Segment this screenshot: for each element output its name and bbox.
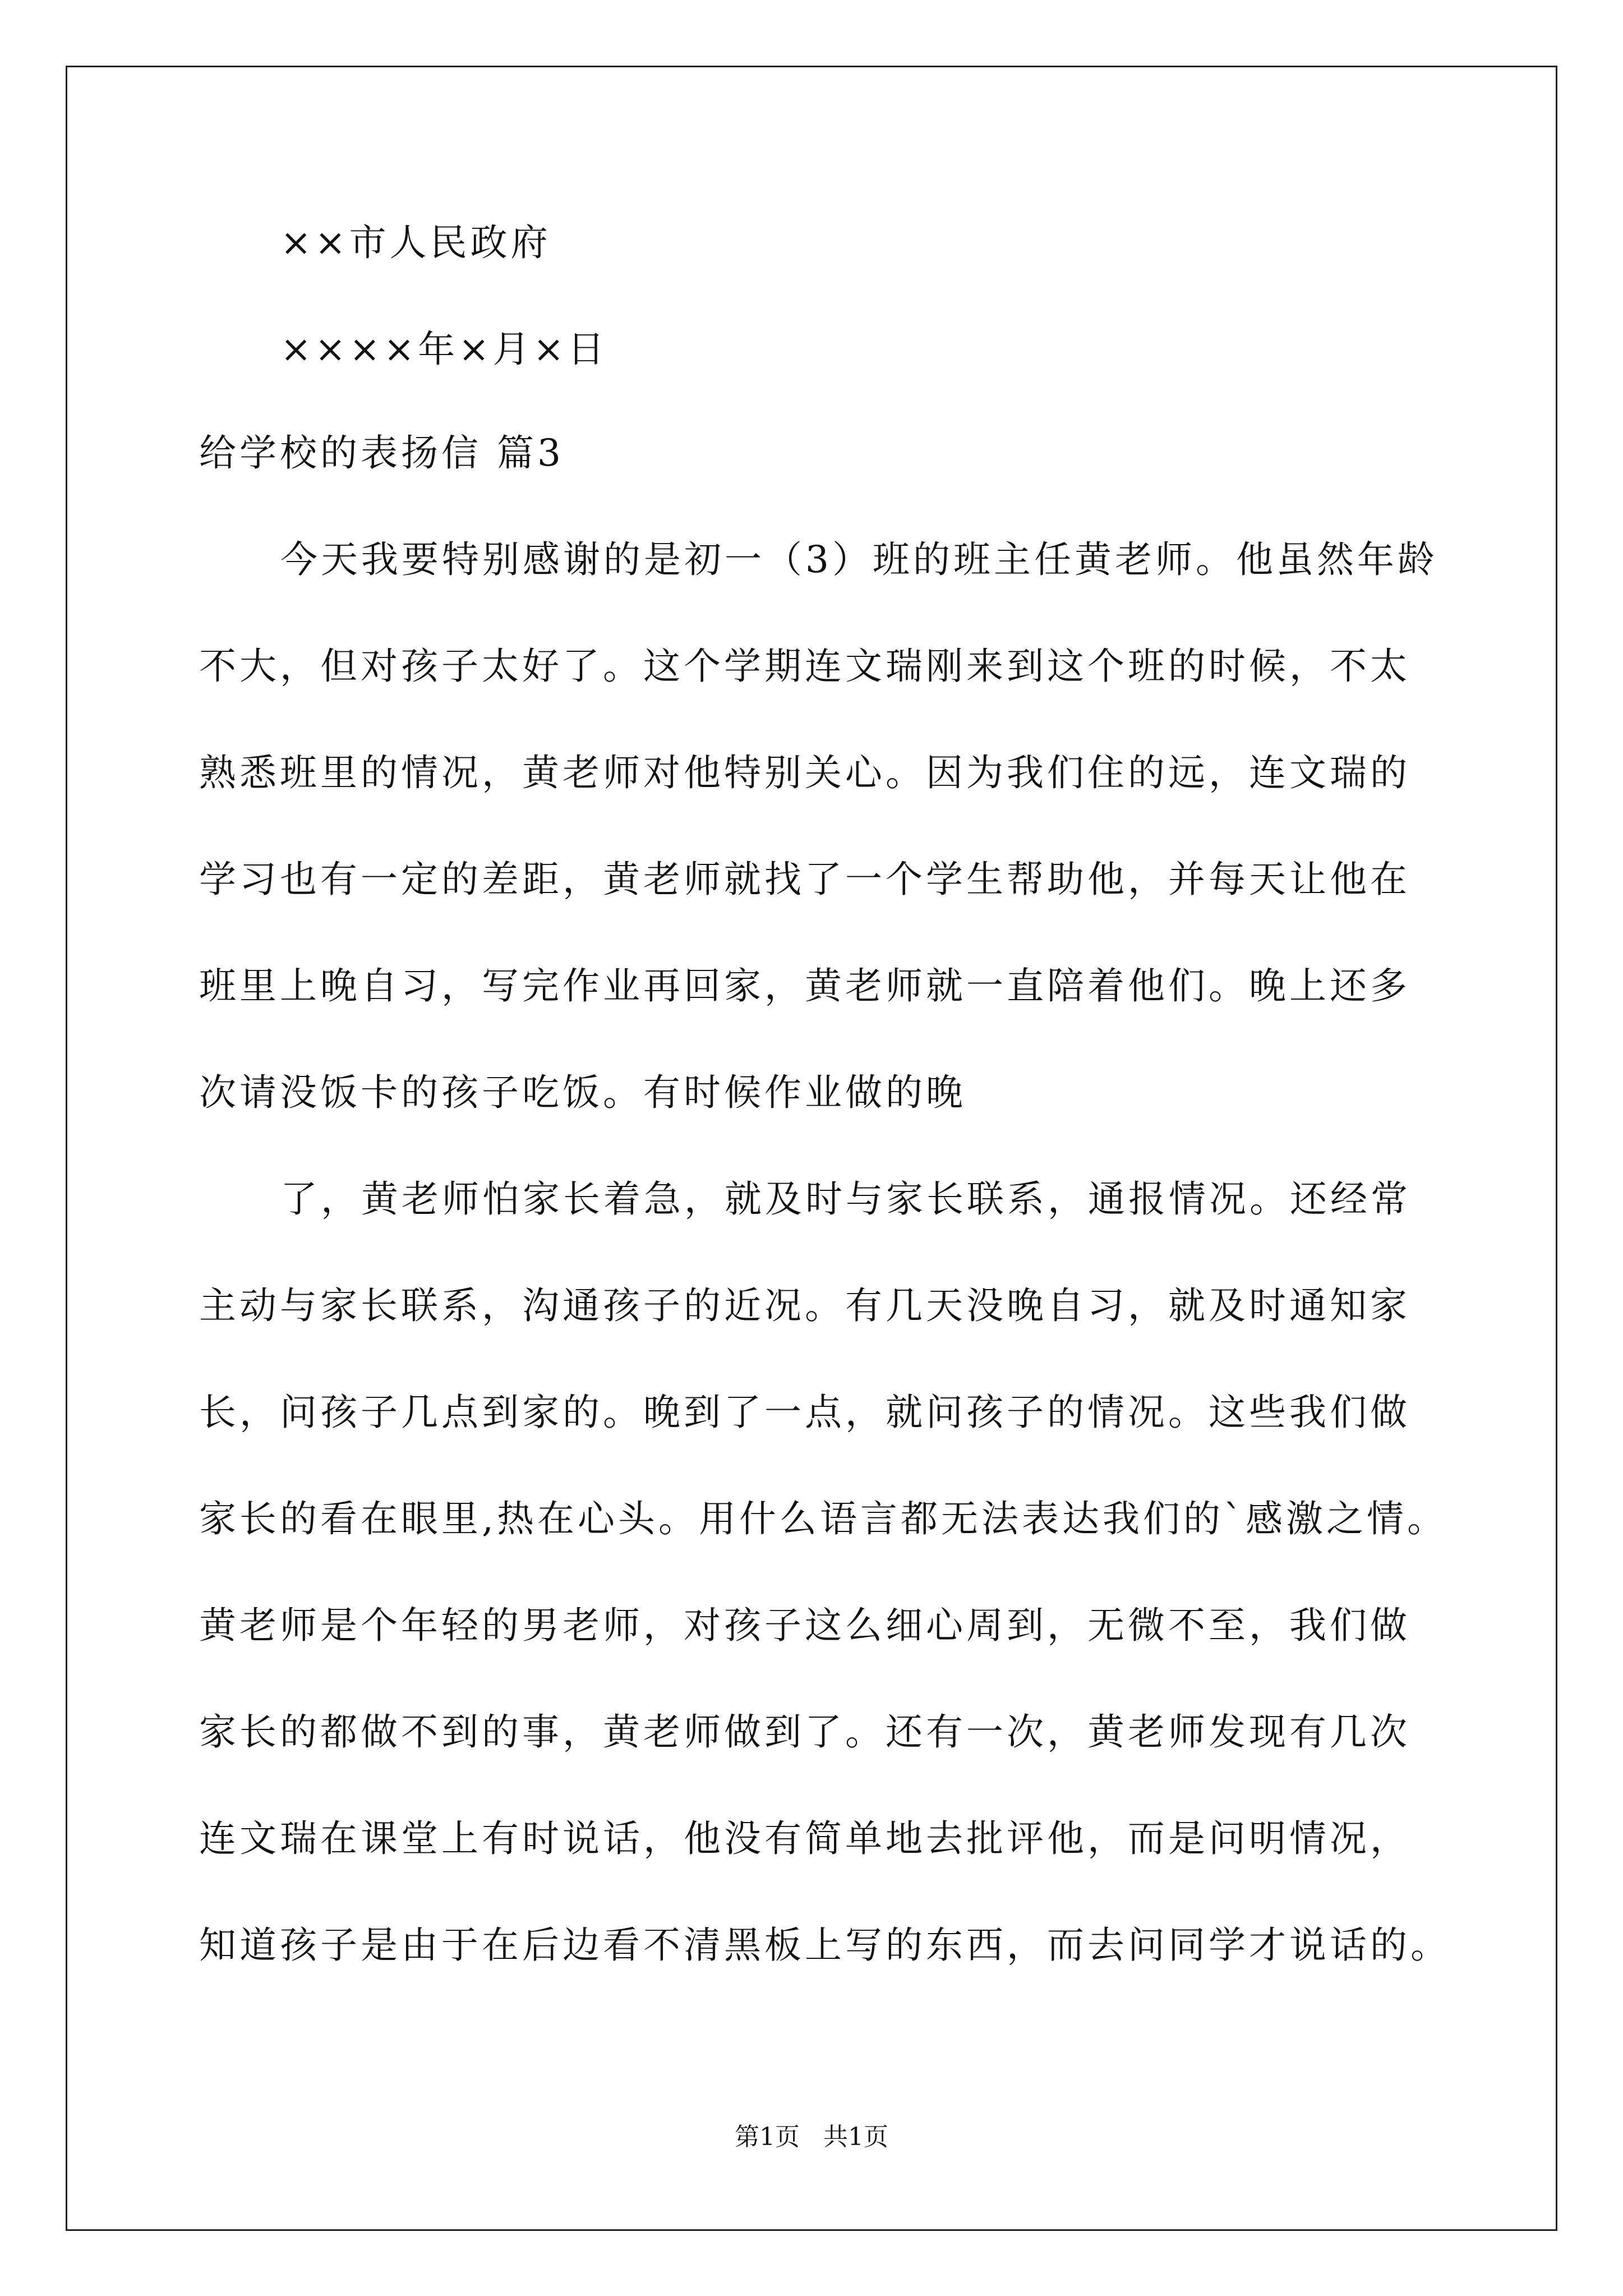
section-title: 给学校的表扬信 篇3 <box>199 431 564 475</box>
paragraph-line: 班里上晚自习，写完作业再回家，黄老师就一直陪着他们。晚上还多 <box>199 964 1410 1007</box>
paragraph-line: 今天我要特别感谢的是初一（3）班的班主任黄老师。他虽然年龄 <box>280 538 1438 581</box>
paragraph-line: 家长的看在眼里,热在心头。用什么语言都无法表达我们的`感激之情。 <box>199 1497 1447 1540</box>
paragraph-line: 家长的都做不到的事，黄老师做到了。还有一次，黄老师发现有几次 <box>199 1710 1410 1754</box>
paragraph-line: 连文瑞在课堂上有时说话，他没有简单地去批评他，而是问明情况， <box>199 1817 1410 1860</box>
signature-date: ××××年×月×日 <box>280 328 608 371</box>
paragraph-line: 黄老师是个年轻的男老师，对孩子这么细心周到，无微不至，我们做 <box>199 1604 1410 1647</box>
paragraph-line: 了，黄老师怕家长着急，就及时与家长联系，通报情况。还经常 <box>280 1177 1411 1221</box>
paragraph-line: 学习也有一定的差距，黄老师就找了一个学生帮助他，并每天让他在 <box>199 858 1410 901</box>
signature-organization: ××市人民政府 <box>280 221 551 264</box>
page-footer: 第1页 共1页 <box>735 2123 888 2151</box>
paragraph-line: 不大，但对孩子太好了。这个学期连文瑞刚来到这个班的时候，不太 <box>199 645 1410 688</box>
paragraph-line: 主动与家长联系，沟通孩子的近况。有几天没晚自习，就及时通知家 <box>199 1284 1410 1327</box>
paragraph-line: 熟悉班里的情况，黄老师对他特别关心。因为我们住的远，连文瑞的 <box>199 751 1410 794</box>
paragraph-line: 次请没饭卡的孩子吃饭。有时候作业做的晚 <box>199 1071 966 1114</box>
paragraph-line: 长，问孩子几点到家的。晚到了一点，就问孩子的情况。这些我们做 <box>199 1391 1410 1434</box>
paragraph-line: 知道孩子是由于在后边看不清黑板上写的东西，而去问同学才说话的。 <box>199 1924 1451 1967</box>
page-border <box>66 66 1557 2231</box>
